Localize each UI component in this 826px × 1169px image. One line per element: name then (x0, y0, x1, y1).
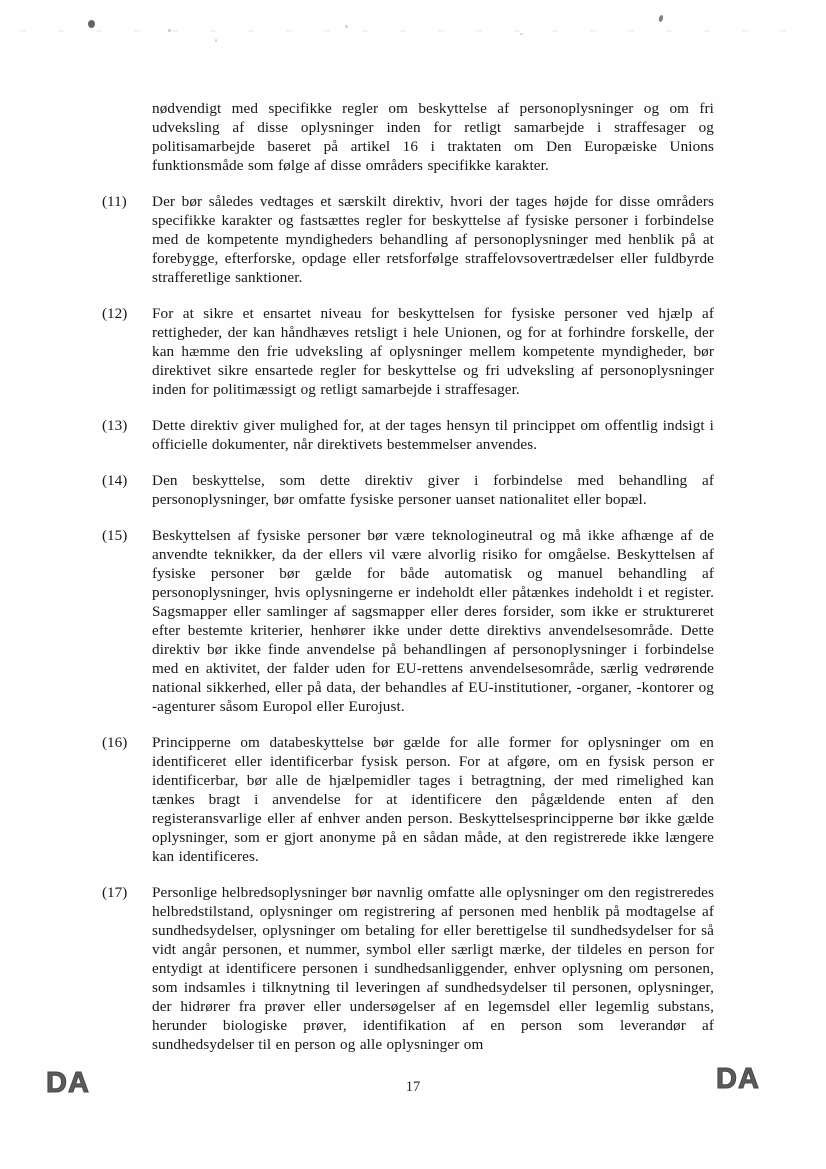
paragraph-text: Beskyttelsen af fysiske personer bør være teknologineutral og må ikke afhænge af de anvendte teknikker, da der ellers vil være alvorlig risiko for omgåelse. Beskyttelsen af fysiske personer bør gælde for både automatisk og manuel behandling af personoplysninger, hvis oplysningerne er indeholdt eller påtænkes indeholdt i et register. Sagsmapper eller samlinger af sagsmapper eller deres forsider, som ikke er struktureret efter bestemte kriterier, henhører ikke under dette direktivs anvendelsesområde. Dette direktiv bør ikke finde anvendelse på behandlingen af personoplysninger i forbindelse med en aktivitet, der falder uden for EU-rettens anvendelsesområde, særlig vedrørende national sikkerhed, eller på data, der behandles af EU-institutioner, -organer, -kontorer og -agenturer såsom Europol eller Eurojust. (152, 527, 714, 715)
scan-speck (345, 25, 348, 28)
paragraph-number: (12) (102, 305, 128, 322)
paragraph-text: Personlige helbredsoplysninger bør navnlig omfatte alle oplysninger om den registreredes helbredstilstand, oplysninger om registrering af personen med henblik på modtagelse af sundhedsydelser, oplysninger om betaling for eller berettigelse til sundhedsydelser for så vidt angår personen, et nummer, symbol eller særligt mærke, der tildeles en person for entydigt at identificere personen i sundhedsanliggender, enhver oplysning om personen, som indsamles i tilknytning til leveringen af sundhedsydelser til personen, oplysninger, der hidrører fra prøver eller undersøgelser af en legemsdel eller legemlig substans, herunder biologiske prøver, identifikation af en person som leverandør af sundhedsydelser til en person og alle oplysninger om (152, 884, 714, 1053)
paragraph-recital-12 (102, 304, 714, 399)
paragraph-number: (14) (102, 472, 128, 489)
scan-speck (658, 15, 664, 23)
paragraph-recital-15 (102, 526, 714, 716)
paragraph-number: (13) (102, 417, 128, 434)
paragraph-text: Principperne om databeskyttelse bør gælde for alle former for oplysninger om en identificeret eller identificerbar fysisk person. For at afgøre, om en fysisk person er identificerbar, bør alle de hjælpemidler tages i betragtning, der med rimelighed kan tænkes bragt i anvendelse for at identificere den pågældende enten af den registeransvarlige eller af enhver anden person. Beskyttelsesprincipperne bør ikke gælde oplysninger, som er gjort anonyme på en sådan måde, at den registrerede ikke længere kan identificeres. (152, 734, 714, 865)
scan-speck (520, 33, 523, 35)
paragraph-number (102, 99, 152, 175)
paragraph-text: Den beskyttelse, som dette direktiv giver i forbindelse med behandling af personoplysninger, bør omfatte fysiske personer uanset nationalitet eller bopæl. (152, 472, 714, 508)
page-number: 17 (405, 1079, 421, 1095)
paragraph-recital-13 (102, 416, 714, 454)
paragraph-text: nødvendigt med specifikke regler om beskyttelse af personoplysninger og om fri udveksling af disse oplysninger inden for retligt samarbejde i straffesager og politisamarbejde baseret på artikel 16 i traktaten om Den Europæiske Unions funktionsmåde som følge af disse områders specifikke karakter. (152, 100, 714, 174)
scan-speck (88, 20, 95, 28)
paragraph-recital-16 (102, 733, 714, 866)
scan-speck (168, 29, 171, 32)
scan-noise-band (20, 30, 806, 32)
paragraph-recital-11 (102, 192, 714, 287)
paragraph-text: Der bør således vedtages et særskilt direktiv, hvori der tages højde for disse områders specifikke karakter og fastsættes regler for beskyttelse af fysiske personer i forbindelse med de kompetente myndigheders behandling af personoplysninger med henblik på at forebygge, efterforske, opdage eller retsforfølge straffelovsovertrædelser eller fuldbyrde strafferetlige sanktioner. (152, 193, 714, 286)
language-code-right: DA (716, 1063, 760, 1095)
paragraph-text: Dette direktiv giver mulighed for, at der tages hensyn til princippet om offentlig indsigt i officielle dokumenter, når direktivets bestemmelser anvendes. (152, 417, 714, 453)
scan-speck (215, 39, 217, 42)
paragraph-continuation (102, 99, 714, 175)
paragraph-recital-14 (102, 471, 714, 509)
paragraph-text: For at sikre et ensartet niveau for beskyttelsen for fysiske personer ved hjælp af rettigheder, der kan håndhæves retsligt i hele Unionen, og for at forhindre forskelle, der kan hæmme den frie udveksling af oplysninger mellem kompetente myndigheder, bør direktivet sikre ensartede regler for beskyttelse og fri udveksling af personoplysninger inden for politimæssigt og retligt samarbejde i straffesager. (152, 305, 714, 398)
paragraph-number: (15) (102, 527, 128, 544)
language-code-left: DA (46, 1067, 90, 1099)
paragraph-number: (11) (102, 193, 127, 210)
paragraph-number: (16) (102, 734, 128, 751)
paragraph-recital-17 (102, 883, 714, 1054)
paragraph-number: (17) (102, 884, 128, 901)
page-content (102, 99, 714, 1071)
